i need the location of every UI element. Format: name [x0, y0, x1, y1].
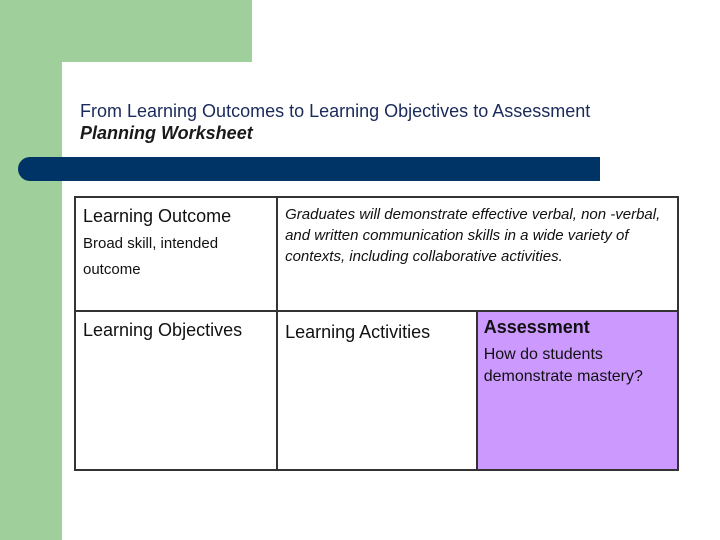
worksheet-row-objectives	[75, 311, 678, 470]
objectives-heading: Learning Objectives	[83, 320, 243, 340]
outcome-note: Broad skill, intended outcome	[83, 235, 219, 278]
activities-heading: Learning Activities	[285, 322, 431, 342]
activities-cell	[277, 311, 477, 470]
outcome-text-cell	[277, 197, 678, 311]
worksheet-row-outcome	[75, 197, 678, 311]
assessment-cell	[477, 311, 678, 470]
slide-title-block	[80, 100, 680, 144]
objectives-cell	[75, 311, 277, 470]
assessment-question: How do students demonstrate mastery?	[483, 346, 643, 385]
slide-title: From Learning Outcomes to Learning Objectives to Assessment	[80, 101, 591, 121]
slide-subtitle: Planning Worksheet	[80, 123, 253, 143]
outcome-heading: Learning Outcome	[83, 206, 232, 226]
outcome-statement: Graduates will demonstrate effective verbal, non -verbal, and written communication skills in a wide variety of contexts, including collaborative activities.	[285, 206, 661, 265]
planning-worksheet-table	[74, 196, 679, 471]
outcome-label-cell	[75, 197, 277, 311]
assessment-heading: Assessment	[483, 317, 590, 337]
decorative-green-sidebar	[0, 0, 62, 540]
title-divider-bar	[18, 157, 600, 181]
